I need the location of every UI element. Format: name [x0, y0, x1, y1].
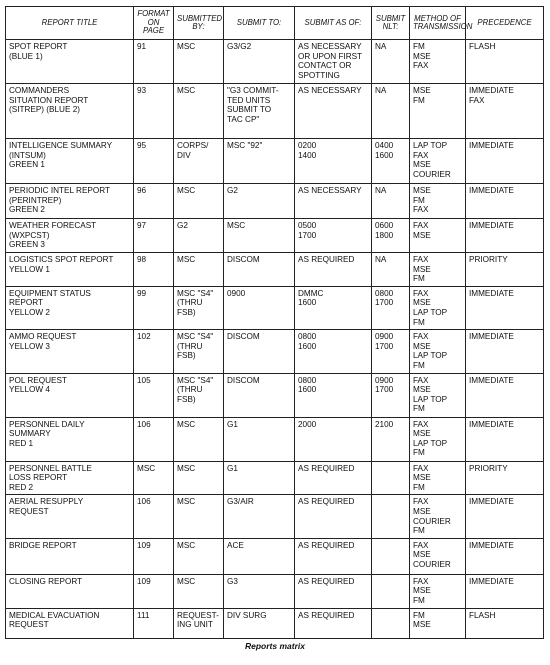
header-format-on-page: FORMAT ON PAGE: [134, 7, 174, 40]
row-precedence: IMMEDIATE: [466, 538, 544, 574]
header-submit-to: SUBMIT TO:: [224, 7, 295, 40]
row-precedence: IMMEDIATE: [466, 184, 544, 219]
row-submit-as-of: AS REQUIRED: [295, 608, 372, 638]
row-report-title: BRIDGE REPORT: [6, 538, 134, 574]
table-row: [6, 574, 544, 608]
row-format-page: 106: [134, 495, 174, 538]
header-row: [6, 7, 544, 40]
row-report-title: WEATHER FORECAST (WXPCST) GREEN 3: [6, 219, 134, 253]
table-row: [6, 253, 544, 287]
row-submit-to: G3/G2: [224, 40, 295, 84]
row-precedence: IMMEDIATE: [466, 330, 544, 373]
row-method: FM MSE FAX: [410, 40, 466, 84]
row-precedence: FLASH: [466, 40, 544, 84]
row-method: FM MSE: [410, 608, 466, 638]
row-submit-as-of: AS REQUIRED: [295, 538, 372, 574]
row-submit-to: DISCOM: [224, 373, 295, 417]
header-submit-as-of: SUBMIT AS OF:: [295, 7, 372, 40]
header-method: METHOD OF TRANSMISSION: [410, 7, 466, 40]
row-submitted-by: MSC: [174, 84, 224, 139]
row-method: FAX MSE: [410, 219, 466, 253]
row-submit-as-of: AS NECESSARY OR UPON FIRST CONTACT OR SPOTTING: [295, 40, 372, 84]
row-precedence: IMMEDIATE: [466, 574, 544, 608]
row-submitted-by: MSC: [174, 40, 224, 84]
row-submit-to: DISCOM: [224, 253, 295, 287]
row-submit-to: G1: [224, 417, 295, 461]
row-submit-to: MSC: [224, 219, 295, 253]
row-format-page: 97: [134, 219, 174, 253]
row-submitted-by: MSC "S4" (THRU FSB): [174, 330, 224, 373]
row-precedence: IMMEDIATE: [466, 286, 544, 329]
row-format-page: 93: [134, 84, 174, 139]
row-submit-to: DIV SURG: [224, 608, 295, 638]
row-submit-nlt: 0900 1700: [372, 373, 410, 417]
row-submitted-by: G2: [174, 219, 224, 253]
row-submit-to: G3/AIR: [224, 495, 295, 538]
row-submit-nlt: NA: [372, 84, 410, 139]
row-submit-as-of: AS NECESSARY: [295, 84, 372, 139]
row-method: FAX MSE LAP TOP FM: [410, 330, 466, 373]
row-method: FAX MSE LAP TOP FM: [410, 373, 466, 417]
row-format-page: 109: [134, 574, 174, 608]
row-precedence: FLASH: [466, 608, 544, 638]
header-precedence: PRECEDENCE: [466, 7, 544, 40]
row-report-title: AERIAL RESUPPLY REQUEST: [6, 495, 134, 538]
table-row: [6, 40, 544, 84]
row-format-page: 98: [134, 253, 174, 287]
row-report-title: MEDICAL EVACUATION REQUEST: [6, 608, 134, 638]
row-submit-as-of: AS REQUIRED: [295, 495, 372, 538]
row-format-page: 99: [134, 286, 174, 329]
table-row: [6, 184, 544, 219]
row-method: FAX MSE FM: [410, 461, 466, 495]
table-row: [6, 330, 544, 373]
row-submitted-by: MSC: [174, 461, 224, 495]
row-submitted-by: MSC: [174, 574, 224, 608]
row-submitted-by: MSC: [174, 495, 224, 538]
row-precedence: IMMEDIATE: [466, 139, 544, 184]
row-format-page: 105: [134, 373, 174, 417]
row-format-page: 111: [134, 608, 174, 638]
row-submit-to: DISCOM: [224, 330, 295, 373]
row-submit-as-of: 0500 1700: [295, 219, 372, 253]
row-submit-to: G1: [224, 461, 295, 495]
row-format-page: 109: [134, 538, 174, 574]
row-submit-as-of: AS REQUIRED: [295, 574, 372, 608]
table-row: [6, 219, 544, 253]
row-report-title: EQUIPMENT STATUS REPORT YELLOW 2: [6, 286, 134, 329]
table-row: [6, 538, 544, 574]
row-submit-nlt: 0400 1600: [372, 139, 410, 184]
row-report-title: PERIODIC INTEL REPORT (PERINTREP) GREEN 2: [6, 184, 134, 219]
row-submit-nlt: 0900 1700: [372, 330, 410, 373]
table-caption: Reports matrix: [245, 641, 305, 651]
row-submit-nlt: 0600 1800: [372, 219, 410, 253]
row-precedence: IMMEDIATE: [466, 417, 544, 461]
row-submit-nlt: NA: [372, 184, 410, 219]
row-format-page: 95: [134, 139, 174, 184]
row-format-page: MSC: [134, 461, 174, 495]
row-submitted-by: MSC "S4" (THRU FSB): [174, 373, 224, 417]
row-submit-to: G2: [224, 184, 295, 219]
row-submitted-by: MSC: [174, 253, 224, 287]
row-submit-nlt: 2100: [372, 417, 410, 461]
row-format-page: 106: [134, 417, 174, 461]
row-method: LAP TOP FAX MSE COURIER: [410, 139, 466, 184]
row-submit-as-of: AS NECESSARY: [295, 184, 372, 219]
row-report-title: CLOSING REPORT: [6, 574, 134, 608]
row-report-title: COMMANDERS SITUATION REPORT (SITREP) (BLUE 2): [6, 84, 134, 139]
row-submit-as-of: AS REQUIRED: [295, 253, 372, 287]
row-submitted-by: MSC: [174, 417, 224, 461]
row-method: FAX MSE FM: [410, 574, 466, 608]
reports-matrix: [5, 6, 543, 639]
row-precedence: IMMEDIATE: [466, 373, 544, 417]
header-report-title: REPORT TITLE: [6, 7, 134, 40]
table-row: [6, 84, 544, 139]
row-method: MSE FM FAX: [410, 184, 466, 219]
row-format-page: 91: [134, 40, 174, 84]
row-submitted-by: REQUEST- ING UNIT: [174, 608, 224, 638]
row-submit-nlt: NA: [372, 253, 410, 287]
row-report-title: AMMO REQUEST YELLOW 3: [6, 330, 134, 373]
row-method: FAX MSE LAP TOP FM: [410, 286, 466, 329]
row-report-title: INTELLIGENCE SUMMARY (INTSUM) GREEN 1: [6, 139, 134, 184]
row-report-title: SPOT REPORT (BLUE 1): [6, 40, 134, 84]
table-row: [6, 139, 544, 184]
row-report-title: LOGISTICS SPOT REPORT YELLOW 1: [6, 253, 134, 287]
row-method: FAX MSE LAP TOP FM: [410, 417, 466, 461]
row-method: FAX MSE COURIER: [410, 538, 466, 574]
row-submitted-by: CORPS/ DIV: [174, 139, 224, 184]
table-row: [6, 608, 544, 638]
row-precedence: PRIORITY: [466, 461, 544, 495]
table-row: [6, 417, 544, 461]
row-submit-as-of: 0800 1600: [295, 330, 372, 373]
row-submit-nlt: [372, 495, 410, 538]
row-method: MSE FM: [410, 84, 466, 139]
row-report-title: PERSONNEL BATTLE LOSS REPORT RED 2: [6, 461, 134, 495]
row-submit-to: 0900: [224, 286, 295, 329]
table-row: [6, 286, 544, 329]
row-submit-to: G3: [224, 574, 295, 608]
table-row: [6, 373, 544, 417]
row-method: FAX MSE FM: [410, 253, 466, 287]
row-submit-as-of: 0800 1600: [295, 373, 372, 417]
row-submit-nlt: [372, 608, 410, 638]
row-submit-as-of: AS REQUIRED: [295, 461, 372, 495]
row-report-title: POL REQUEST YELLOW 4: [6, 373, 134, 417]
row-submit-as-of: DMMC 1600: [295, 286, 372, 329]
reports-table: [5, 6, 544, 639]
row-precedence: IMMEDIATE: [466, 495, 544, 538]
row-method: FAX MSE COURIER FM: [410, 495, 466, 538]
row-submit-to: "G3 COMMIT- TED UNITS SUBMIT TO TAC CP": [224, 84, 295, 139]
row-submit-to: MSC "92": [224, 139, 295, 184]
row-submit-to: ACE: [224, 538, 295, 574]
row-submitted-by: MSC: [174, 538, 224, 574]
row-precedence: PRIORITY: [466, 253, 544, 287]
row-submitted-by: MSC "S4" (THRU FSB): [174, 286, 224, 329]
row-submit-nlt: [372, 461, 410, 495]
row-submit-as-of: 0200 1400: [295, 139, 372, 184]
row-report-title: PERSONNEL DAILY SUMMARY RED 1: [6, 417, 134, 461]
row-submit-as-of: 2000: [295, 417, 372, 461]
row-submit-nlt: NA: [372, 40, 410, 84]
row-submitted-by: MSC: [174, 184, 224, 219]
row-submit-nlt: 0800 1700: [372, 286, 410, 329]
row-precedence: IMMEDIATE FAX: [466, 84, 544, 139]
header-submit-nlt: SUBMIT NLT:: [372, 7, 410, 40]
header-submitted-by: SUBMITTED BY:: [174, 7, 224, 40]
row-format-page: 96: [134, 184, 174, 219]
row-submit-nlt: [372, 574, 410, 608]
row-submit-nlt: [372, 538, 410, 574]
row-format-page: 102: [134, 330, 174, 373]
row-precedence: IMMEDIATE: [466, 219, 544, 253]
table-row: [6, 461, 544, 495]
table-row: [6, 495, 544, 538]
